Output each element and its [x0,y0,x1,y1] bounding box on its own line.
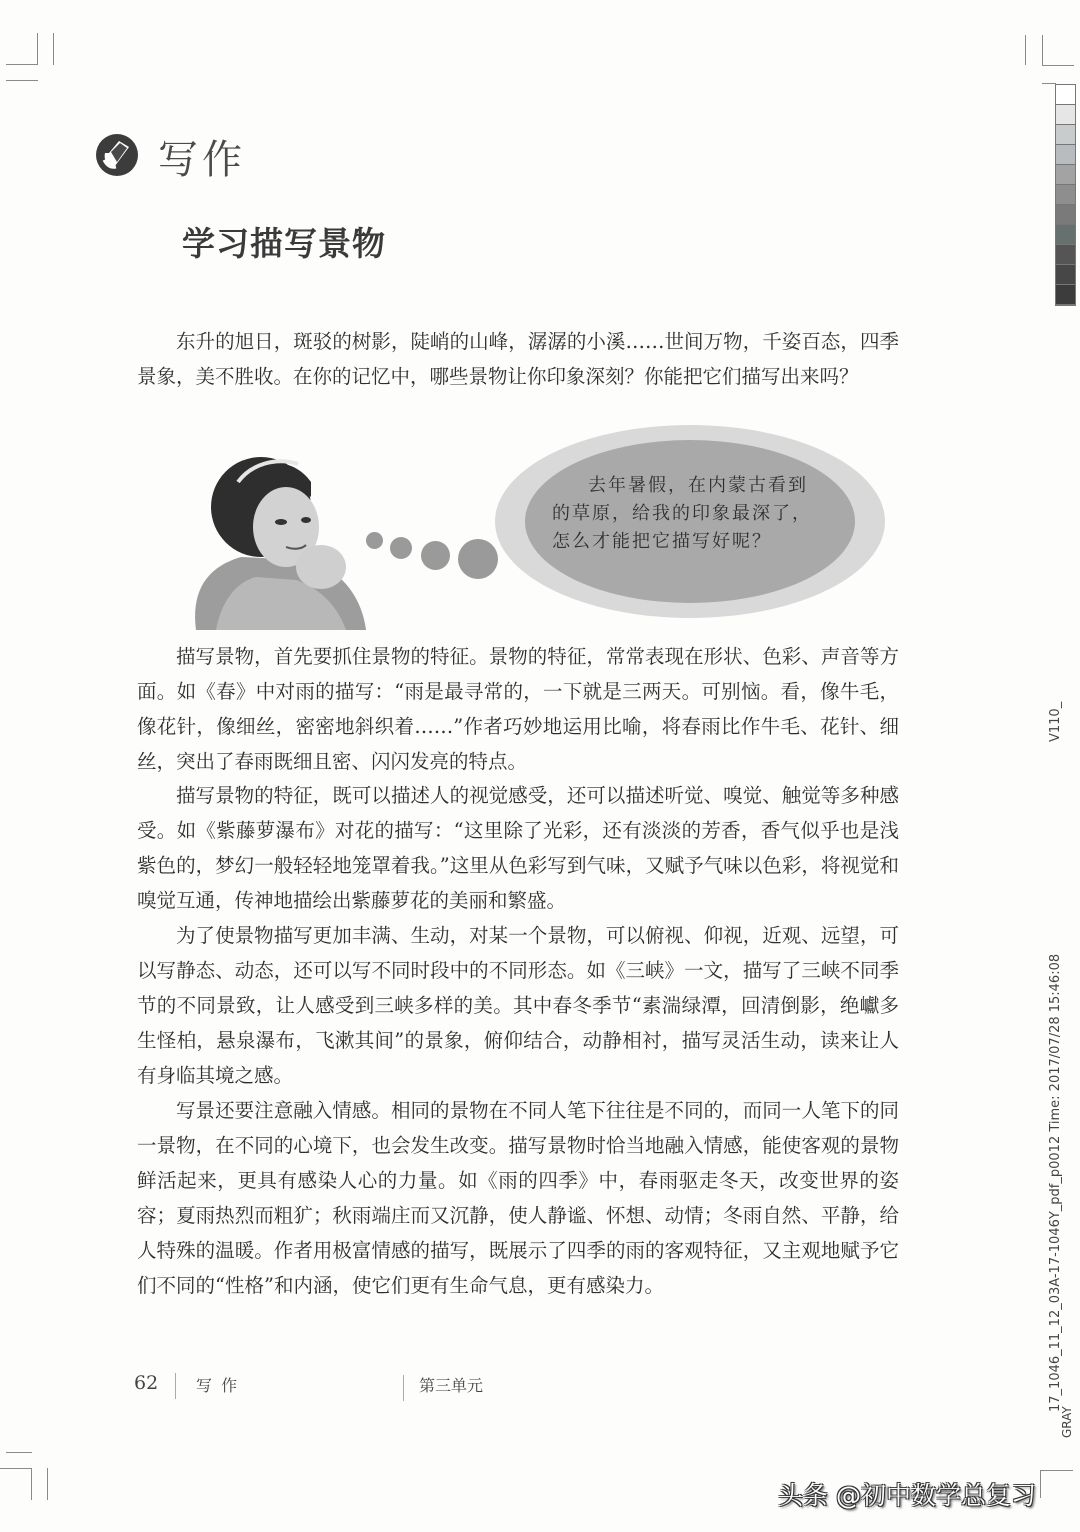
gray-scale-cell [1056,205,1075,225]
gray-scale-cell [1056,185,1075,205]
crop-mark [1025,35,1026,65]
girl-thinking-illustration [186,452,376,630]
lesson-title: 学习描写景物 [182,224,386,263]
crop-mark [31,1468,32,1500]
color-mode-label: GRAY [1060,1406,1074,1438]
thought-dot [366,532,383,549]
crop-mark [0,1468,32,1469]
body-paragraph-2: 描写景物的特征，既可以描述人的视觉感受，还可以描述听觉、嗅觉、触觉等多种感受。如《紫藤萝瀑布》对花的描写：“这里除了光彩，还有淡淡的芳香，香气似乎也是浅紫色的，梦幻一般轻轻地笼罩着我。”这里从色彩写到气味，又赋予气味以色彩，将视觉和嗅觉互通，传神地描绘出紫藤萝花的美丽和繁盛。 [137,784,899,912]
gray-scale-cell [1056,265,1075,285]
gray-scale-strip [1055,84,1076,306]
thought-bubble-text: 去年暑假，在内蒙古看到的草原，给我的印象最深了，怎么才能把它描写好呢？ [552,475,812,552]
intro-paragraph: 东升的旭日，斑驳的树影，陡峭的山峰，潺潺的小溪……世间万物，千姿百态，四季景象，美不胜收。在你的记忆中，哪些景物让你印象深刻？你能把它们描写出来吗？ [137,330,899,388]
margin-code: V110_ [1048,701,1063,742]
gray-scale-cell [1056,145,1075,165]
writing-check-icon [95,133,139,177]
gray-scale-cell [1056,125,1075,145]
gray-scale-cell [1056,105,1075,125]
crop-mark [1042,83,1056,84]
body-paragraph-4: 写景还要注意融入情感。相同的景物在不同人笔下往往是不同的，而同一人笔下的同一景物，在不同的心境下，也会发生改变。描写景物时恰当地融入情感，能使客观的景物鲜活起来，更具有感染人心的力量。如《雨的四季》中，春雨驱走冬天，改变世界的姿容；夏雨热烈而粗犷；秋雨端庄而又沉静，使人静谧、怀想、动情；冬雨自然、平静，给人特殊的温暖。作者用极富情感的描写，既展示了四季的雨的客观特征，又主观地赋予它们不同的“性格”和内涵，使它们更有生命气息，更有感染力。 [137,1099,899,1297]
footer-unit: 第三单元 [419,1376,484,1395]
body-paragraph-3: 为了使景物描写更加丰满、生动，对某一个景物，可以俯视、仰视，近观、远望，可以写静态、动态，还可以写不同时段中的不同形态。如《三峡》一文，描写了三峡不同季节的不同景致，让人感受到三峡多样的美。其中春冬季节“素湍绿潭，回清倒影，绝巘多生怪柏，悬泉瀑布，飞漱其间”的景象，俯仰结合，动静相衬，描写灵活生动，读来让人有身临其境之感。 [137,924,899,1087]
thought-dot [421,541,450,570]
watermark: 头条 @初中数学总复习 [778,1481,1036,1510]
crop-mark [1042,65,1074,66]
section-title: 写作 [158,137,246,183]
gray-scale-cell [1056,85,1075,105]
crop-mark [47,1468,48,1500]
gray-scale-cell [1056,285,1075,305]
crop-mark [1042,35,1043,65]
footer-divider [175,1373,176,1399]
crop-mark [1040,1470,1041,1498]
crop-mark [6,64,38,65]
footer-divider [403,1375,404,1401]
gray-scale-cell [1056,225,1075,245]
footer-section: 写 作 [196,1376,240,1395]
crop-mark [53,33,54,65]
thought-dot [390,537,412,559]
print-info: 17_1046_11_12_03A-17-1046Y_pdf_p0012 Time: 2017/07/28 15:46:08 [1048,953,1063,1412]
crop-mark [1040,1470,1073,1471]
gray-scale-cell [1056,245,1075,265]
page-number: 62 [134,1372,159,1394]
body-paragraph-1: 描写景物，首先要抓住景物的特征。景物的特征，常常表现在形状、色彩、声音等方面。如《春》中对雨的描写：“雨是最寻常的，一下就是三两天。可别恼。看，像牛毛，像花针，像细丝，密密地斜织着……”作者巧妙地运用比喻，将春雨比作牛毛、花针、细丝，突出了春雨既细且密、闪闪发亮的特点。 [137,645,899,773]
gray-scale-cell [1056,165,1075,185]
crop-mark [37,33,38,65]
thought-dot [458,539,498,579]
crop-mark [6,1452,32,1453]
crop-mark [6,80,38,81]
